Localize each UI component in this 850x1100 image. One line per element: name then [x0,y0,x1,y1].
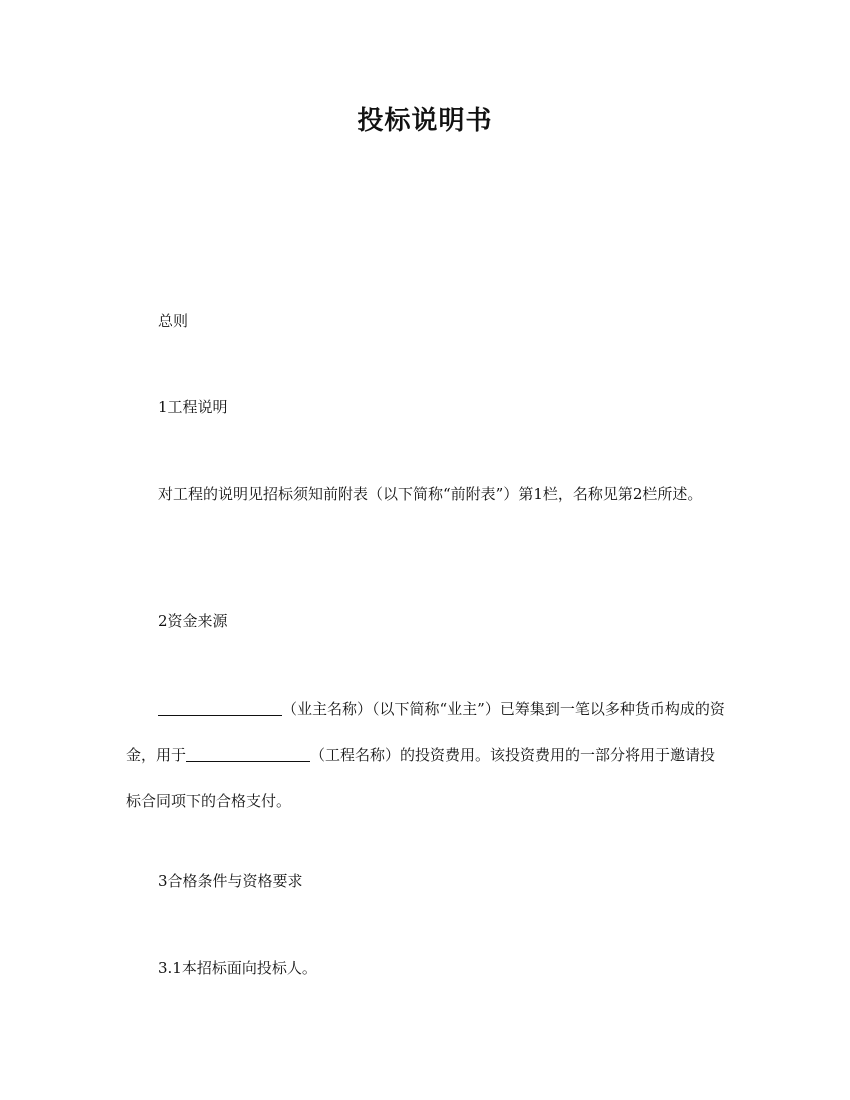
section-general-text: 总则 [158,312,189,330]
section-2-body [126,686,728,824]
section-2-heading-text: 2资金来源 [158,612,228,630]
section-1-body-text: 对工程的说明见招标须知前附表（以下简称“前附表”）第1栏，名称见第2栏所述。 [158,485,703,503]
section-1-heading [126,384,728,430]
section-general-heading [126,298,728,344]
owner-name-blank [158,701,282,716]
section-3-heading [126,858,728,904]
section-2-heading [126,598,728,644]
document-title: 投标说明书 [357,106,493,136]
project-name-blank [186,747,310,762]
section-3-1 [126,945,728,991]
section-2-body-text-2: （工程名称）的投资费用。该投资费用的一部分将用于邀请投标合同项下的合格支付。 [126,746,716,810]
section-1-heading-text: 1工程说明 [158,398,228,416]
section-3-heading-text: 3合格条件与资格要求 [158,872,303,890]
section-2-body-text-1: （业主名称）（以下简称“业主”）已筹集到一笔以多种货币构成的资金，用于 [126,700,725,764]
section-1-body [126,471,728,517]
section-3-1-text: 3.1本招标面向投标人。 [158,959,317,977]
